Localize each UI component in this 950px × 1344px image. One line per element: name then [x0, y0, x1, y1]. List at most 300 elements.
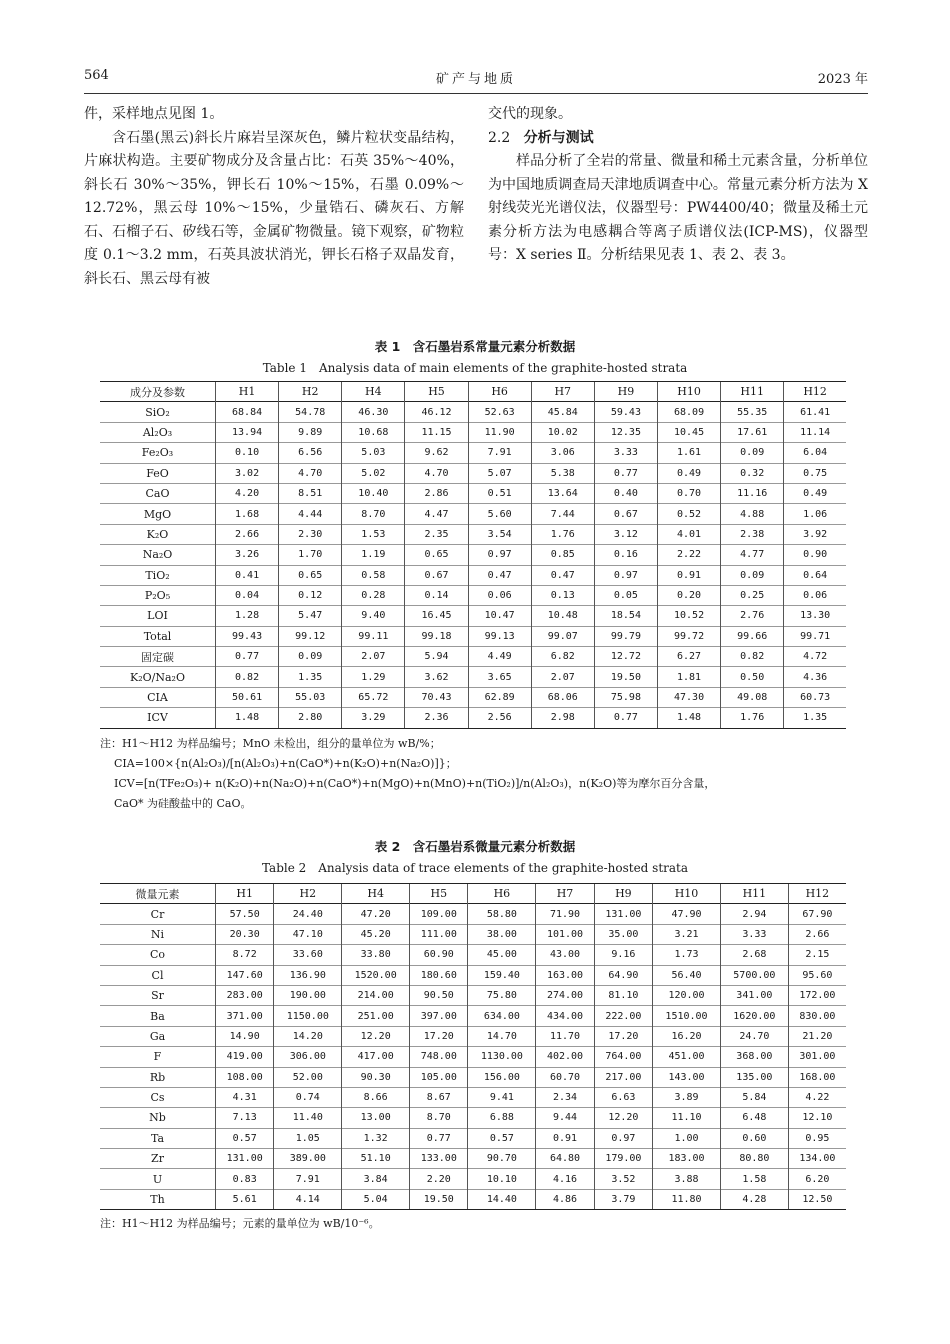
table-cell: 1.06 — [784, 504, 846, 524]
table-row — [100, 626, 846, 646]
table-cell: 131.00 — [594, 904, 652, 924]
table-cell: 1.48 — [657, 708, 720, 728]
table-cell: 2.36 — [405, 708, 468, 728]
table-cell: 4.22 — [788, 1087, 846, 1107]
column-header: 成分及参数 — [100, 382, 216, 402]
table-cell: 1.53 — [342, 524, 405, 544]
row-label: Ba — [100, 1006, 216, 1026]
table-cell: 9.89 — [279, 422, 342, 442]
row-label: U — [100, 1169, 216, 1189]
table-cell: 11.90 — [468, 422, 531, 442]
column-header: H1 — [216, 884, 274, 904]
table-cell: 0.77 — [594, 463, 657, 483]
column-header: H4 — [342, 884, 410, 904]
table-cell: 10.10 — [468, 1169, 536, 1189]
table-cell: 634.00 — [468, 1006, 536, 1026]
table1-caption-cn: 表 1 含石墨岩系常量元素分析数据 — [374, 339, 576, 354]
table-cell: 18.54 — [594, 606, 657, 626]
section-heading — [488, 127, 868, 151]
table2 — [100, 883, 846, 1210]
table-cell: 2.68 — [720, 945, 788, 965]
table-row — [100, 1047, 846, 1067]
table-cell: 60.70 — [536, 1067, 594, 1087]
table-cell: 99.71 — [784, 626, 846, 646]
table-note: CIA=100×{n(Al₂O₃)/[n(Al₂O₃)+n(CaO*)+n(K₂O)+n(Na₂O)]}； — [114, 757, 457, 770]
table-cell: 7.91 — [274, 1169, 342, 1189]
table-cell: 134.00 — [788, 1149, 846, 1169]
table-cell: 0.58 — [342, 565, 405, 585]
table-cell: 68.06 — [531, 687, 594, 707]
table-cell: 0.06 — [468, 585, 531, 605]
row-label: Cr — [100, 904, 216, 924]
table-cell: 43.00 — [536, 945, 594, 965]
table-cell: 49.08 — [721, 687, 784, 707]
table-cell: 52.00 — [274, 1067, 342, 1087]
table-cell: 19.50 — [410, 1189, 468, 1209]
table2-notes — [100, 1214, 860, 1234]
left-column — [84, 103, 464, 291]
row-label: Rb — [100, 1067, 216, 1087]
table-cell: 135.00 — [720, 1067, 788, 1087]
table-cell: 75.98 — [594, 687, 657, 707]
table-cell: 58.80 — [468, 904, 536, 924]
table-cell: 0.14 — [405, 585, 468, 605]
table-cell: 64.90 — [594, 965, 652, 985]
table-row — [100, 965, 846, 985]
table-cell: 0.09 — [279, 647, 342, 667]
column-header: H7 — [531, 382, 594, 402]
table-cell: 46.30 — [342, 402, 405, 422]
table-cell: 3.33 — [720, 924, 788, 944]
table-cell: 9.16 — [594, 945, 652, 965]
table-cell: 183.00 — [653, 1149, 721, 1169]
table-cell: 47.10 — [274, 924, 342, 944]
table-cell: 99.13 — [468, 626, 531, 646]
table-cell: 0.49 — [657, 463, 720, 483]
table-cell: 0.57 — [216, 1128, 274, 1148]
table-note: 注：H1～H12 为样品编号；元素的量单位为 wB/10⁻⁶。 — [100, 1217, 380, 1230]
table-cell: 3.92 — [784, 524, 846, 544]
table-cell: 101.00 — [536, 924, 594, 944]
table-cell: 2.94 — [720, 904, 788, 924]
table-cell: 99.12 — [279, 626, 342, 646]
table-cell: 90.30 — [342, 1067, 410, 1087]
table-cell: 8.70 — [342, 504, 405, 524]
table-cell: 1520.00 — [342, 965, 410, 985]
table-cell: 11.40 — [274, 1108, 342, 1128]
table-cell: 11.10 — [653, 1108, 721, 1128]
table-cell: 11.80 — [653, 1189, 721, 1209]
table-cell: 6.20 — [788, 1169, 846, 1189]
table-cell: 156.00 — [468, 1067, 536, 1087]
table-cell: 16.45 — [405, 606, 468, 626]
table-cell: 9.41 — [468, 1087, 536, 1107]
column-header: H7 — [536, 884, 594, 904]
table-cell: 3.12 — [594, 524, 657, 544]
table-row — [100, 463, 846, 483]
table-cell: 13.64 — [531, 483, 594, 503]
table-cell: 0.50 — [721, 667, 784, 687]
table-cell: 0.67 — [405, 565, 468, 585]
table-cell: 45.84 — [531, 402, 594, 422]
table-cell: 251.00 — [342, 1006, 410, 1026]
table-cell: 17.20 — [410, 1026, 468, 1046]
table-note: ICV=[n(TFe₂O₃)+ n(K₂O)+n(Na₂O)+n(CaO*)+n(MgO)+n(MnO)+n(TiO₂)]/n(Al₂O₃)，n(K₂O)等为摩尔百分含量， — [114, 777, 716, 790]
table-cell: 13.00 — [342, 1108, 410, 1128]
table-cell: 64.80 — [536, 1149, 594, 1169]
table-cell: 371.00 — [216, 1006, 274, 1026]
table-cell: 99.43 — [216, 626, 279, 646]
table-cell: 0.77 — [410, 1128, 468, 1148]
table-cell: 5.07 — [468, 463, 531, 483]
table-cell: 47.30 — [657, 687, 720, 707]
table-cell: 99.11 — [342, 626, 405, 646]
table-cell: 60.73 — [784, 687, 846, 707]
table-row — [100, 687, 846, 707]
table-cell: 0.28 — [342, 585, 405, 605]
table-cell: 2.76 — [721, 606, 784, 626]
table-cell: 4.01 — [657, 524, 720, 544]
table-cell: 3.89 — [653, 1087, 721, 1107]
table-cell: 35.00 — [594, 924, 652, 944]
table-cell: 17.61 — [721, 422, 784, 442]
table-cell: 5700.00 — [720, 965, 788, 985]
table-cell: 4.47 — [405, 504, 468, 524]
table-cell: 3.21 — [653, 924, 721, 944]
table-header-row — [100, 884, 846, 904]
table-cell: 1.73 — [653, 945, 721, 965]
table-cell: 0.25 — [721, 585, 784, 605]
table-cell: 62.89 — [468, 687, 531, 707]
table-cell: 214.00 — [342, 985, 410, 1005]
table-cell: 417.00 — [342, 1047, 410, 1067]
table-row — [100, 402, 846, 422]
table-row — [100, 524, 846, 544]
table-cell: 99.07 — [531, 626, 594, 646]
table-cell: 2.56 — [468, 708, 531, 728]
table-cell: 3.52 — [594, 1169, 652, 1189]
row-label: SiO₂ — [100, 402, 216, 422]
row-label: K₂O/Na₂O — [100, 667, 216, 687]
row-label: Co — [100, 945, 216, 965]
table-cell: 3.65 — [468, 667, 531, 687]
table-cell: 95.60 — [788, 965, 846, 985]
table-row — [100, 443, 846, 463]
table-cell: 5.94 — [405, 647, 468, 667]
column-header: H11 — [721, 382, 784, 402]
table-cell: 1.32 — [342, 1128, 410, 1148]
table-cell: 109.00 — [410, 904, 468, 924]
table-cell: 99.79 — [594, 626, 657, 646]
row-label: Al₂O₃ — [100, 422, 216, 442]
table-cell: 10.68 — [342, 422, 405, 442]
row-label: Total — [100, 626, 216, 646]
paragraph: 含石墨(黑云)斜长片麻岩呈深灰色，鳞片粒状变晶结构，片麻状构造。主要矿物成分及含量占比：石英 35%～40%，斜长石 30%～35%，钾长石 10%～15%，石墨 0.09%～12.72%，黑云母 10%～15%，少量锆石、磷灰石、方解石、石榴子石、矽线石等，金属矿物微量。镜下观察，矿物粒度 0.1～3.2 mm，石英具波状消光，钾长石格子双晶发育，斜长石、黑云母有被 — [84, 129, 464, 287]
table-row — [100, 1149, 846, 1169]
year: 2023 年 — [817, 72, 868, 87]
table-cell: 13.94 — [216, 422, 279, 442]
table-cell: 4.86 — [536, 1189, 594, 1209]
table-cell: 133.00 — [410, 1149, 468, 1169]
row-label: TiO₂ — [100, 565, 216, 585]
table-cell: 0.77 — [216, 647, 279, 667]
table-cell: 179.00 — [594, 1149, 652, 1169]
table-cell: 1.05 — [274, 1128, 342, 1148]
column-header: H9 — [594, 884, 652, 904]
table-cell: 0.52 — [657, 504, 720, 524]
table-cell: 24.70 — [720, 1026, 788, 1046]
table-cell: 136.90 — [274, 965, 342, 985]
row-label: Zr — [100, 1149, 216, 1169]
table-cell: 306.00 — [274, 1047, 342, 1067]
table-row — [100, 483, 846, 503]
paragraph: 件，采样地点见图 1。 — [84, 106, 224, 122]
table-cell: 0.85 — [531, 545, 594, 565]
table-cell: 19.50 — [594, 667, 657, 687]
table-cell: 0.60 — [720, 1128, 788, 1148]
table-cell: 14.90 — [216, 1026, 274, 1046]
table-cell: 4.36 — [784, 667, 846, 687]
table-cell: 2.98 — [531, 708, 594, 728]
table-cell: 3.62 — [405, 667, 468, 687]
table-cell: 11.14 — [784, 422, 846, 442]
table-cell: 4.77 — [721, 545, 784, 565]
table-cell: 2.38 — [721, 524, 784, 544]
column-header: H2 — [274, 884, 342, 904]
table-row — [100, 1108, 846, 1128]
table-cell: 9.40 — [342, 606, 405, 626]
table-cell: 65.72 — [342, 687, 405, 707]
column-header: H4 — [342, 382, 405, 402]
table-cell: 3.79 — [594, 1189, 652, 1209]
table-cell: 4.72 — [784, 647, 846, 667]
table1-caption — [0, 337, 950, 376]
table-cell: 0.91 — [536, 1128, 594, 1148]
table-cell: 5.61 — [216, 1189, 274, 1209]
table-cell: 4.70 — [279, 463, 342, 483]
row-label: Ni — [100, 924, 216, 944]
table-cell: 21.20 — [788, 1026, 846, 1046]
table-cell: 6.04 — [784, 443, 846, 463]
table-cell: 13.30 — [784, 606, 846, 626]
table-cell: 0.51 — [468, 483, 531, 503]
table-cell: 11.70 — [536, 1026, 594, 1046]
table-cell: 434.00 — [536, 1006, 594, 1026]
table-cell: 368.00 — [720, 1047, 788, 1067]
table-cell: 402.00 — [536, 1047, 594, 1067]
row-label: P₂O₅ — [100, 585, 216, 605]
table-cell: 4.20 — [216, 483, 279, 503]
table-cell: 45.00 — [468, 945, 536, 965]
table-cell: 7.91 — [468, 443, 531, 463]
table-cell: 4.44 — [279, 504, 342, 524]
table-cell: 1.48 — [216, 708, 279, 728]
table-cell: 10.47 — [468, 606, 531, 626]
table-row — [100, 1006, 846, 1026]
table-cell: 283.00 — [216, 985, 274, 1005]
table-note: CaO* 为硅酸盐中的 CaO。 — [114, 797, 252, 810]
table-cell: 0.16 — [594, 545, 657, 565]
table-cell: 4.88 — [721, 504, 784, 524]
journal-title: 矿产与地质 — [435, 72, 516, 87]
table-cell: 0.77 — [594, 708, 657, 728]
row-label: LOI — [100, 606, 216, 626]
table-cell: 748.00 — [410, 1047, 468, 1067]
table-cell: 99.72 — [657, 626, 720, 646]
table-cell: 47.20 — [342, 904, 410, 924]
table-cell: 3.06 — [531, 443, 594, 463]
table-cell: 0.40 — [594, 483, 657, 503]
table-cell: 764.00 — [594, 1047, 652, 1067]
table-cell: 0.09 — [721, 443, 784, 463]
table-cell: 1.00 — [653, 1128, 721, 1148]
table-row — [100, 667, 846, 687]
table-cell: 14.20 — [274, 1026, 342, 1046]
table-cell: 2.20 — [410, 1169, 468, 1189]
row-label: Cs — [100, 1087, 216, 1107]
row-label: Fe₂O₃ — [100, 443, 216, 463]
table-cell: 0.95 — [788, 1128, 846, 1148]
table-cell: 301.00 — [788, 1047, 846, 1067]
table-cell: 0.47 — [468, 565, 531, 585]
table-cell: 0.12 — [279, 585, 342, 605]
column-header: H5 — [405, 382, 468, 402]
table-row — [100, 422, 846, 442]
table-cell: 2.07 — [342, 647, 405, 667]
right-column — [488, 103, 868, 268]
table-cell: 0.90 — [784, 545, 846, 565]
table-cell: 131.00 — [216, 1149, 274, 1169]
row-label: Th — [100, 1189, 216, 1209]
table-cell: 1.28 — [216, 606, 279, 626]
column-header: H10 — [653, 884, 721, 904]
page-number: 564 — [84, 68, 109, 83]
table-cell: 14.40 — [468, 1189, 536, 1209]
table-cell: 0.47 — [531, 565, 594, 585]
table-cell: 1.70 — [279, 545, 342, 565]
table-cell: 56.40 — [653, 965, 721, 985]
column-header: H12 — [788, 884, 846, 904]
table-cell: 0.10 — [216, 443, 279, 463]
column-header: H12 — [784, 382, 846, 402]
table-row — [100, 565, 846, 585]
table-cell: 4.14 — [274, 1189, 342, 1209]
table-cell: 5.03 — [342, 443, 405, 463]
table-cell: 0.13 — [531, 585, 594, 605]
table-cell: 8.66 — [342, 1087, 410, 1107]
table-cell: 12.50 — [788, 1189, 846, 1209]
table-row — [100, 1169, 846, 1189]
table-cell: 120.00 — [653, 985, 721, 1005]
table-cell: 1.61 — [657, 443, 720, 463]
table-cell: 12.10 — [788, 1108, 846, 1128]
row-label: CaO — [100, 483, 216, 503]
table-cell: 10.48 — [531, 606, 594, 626]
table-cell: 1620.00 — [720, 1006, 788, 1026]
table-cell: 75.80 — [468, 985, 536, 1005]
table-cell: 1150.00 — [274, 1006, 342, 1026]
table-cell: 5.60 — [468, 504, 531, 524]
row-label: Ta — [100, 1128, 216, 1148]
table-cell: 1.35 — [784, 708, 846, 728]
table-cell: 8.51 — [279, 483, 342, 503]
table-cell: 81.10 — [594, 985, 652, 1005]
table-cell: 0.97 — [468, 545, 531, 565]
table-cell: 17.20 — [594, 1026, 652, 1046]
table-note: 注：H1～H12 为样品编号；MnO 未检出，组分的量单位为 wB/%； — [100, 737, 441, 750]
table2-caption-cn: 表 2 含石墨岩系微量元素分析数据 — [374, 839, 576, 854]
table-cell: 12.20 — [342, 1026, 410, 1046]
table-cell: 7.13 — [216, 1108, 274, 1128]
table-cell: 3.88 — [653, 1169, 721, 1189]
table-cell: 3.02 — [216, 463, 279, 483]
table-header-row — [100, 382, 846, 402]
table-cell: 0.82 — [721, 647, 784, 667]
table-cell: 7.44 — [531, 504, 594, 524]
table-cell: 20.30 — [216, 924, 274, 944]
table-row — [100, 1067, 846, 1087]
table-cell: 143.00 — [653, 1067, 721, 1087]
table-row — [100, 945, 846, 965]
table-cell: 4.16 — [536, 1169, 594, 1189]
column-header: H9 — [594, 382, 657, 402]
table-cell: 14.70 — [468, 1026, 536, 1046]
table-cell: 0.09 — [721, 565, 784, 585]
table-cell: 451.00 — [653, 1047, 721, 1067]
table-cell: 389.00 — [274, 1149, 342, 1169]
row-label: MgO — [100, 504, 216, 524]
table-cell: 2.07 — [531, 667, 594, 687]
table-cell: 51.10 — [342, 1149, 410, 1169]
table1 — [100, 381, 846, 729]
row-label: Nb — [100, 1108, 216, 1128]
table-cell: 90.70 — [468, 1149, 536, 1169]
table-cell: 0.97 — [594, 1128, 652, 1148]
table-row — [100, 647, 846, 667]
table-cell: 67.90 — [788, 904, 846, 924]
table-cell: 8.70 — [410, 1108, 468, 1128]
table-cell: 24.40 — [274, 904, 342, 924]
table-cell: 54.78 — [279, 402, 342, 422]
table-cell: 0.64 — [784, 565, 846, 585]
table-cell: 4.49 — [468, 647, 531, 667]
table-cell: 12.35 — [594, 422, 657, 442]
column-header: H1 — [216, 382, 279, 402]
table-cell: 147.60 — [216, 965, 274, 985]
column-header: H5 — [410, 884, 468, 904]
table-cell: 2.66 — [216, 524, 279, 544]
table-cell: 1.76 — [531, 524, 594, 544]
paragraph: 交代的现象。 — [488, 106, 572, 122]
table-row — [100, 504, 846, 524]
table-row — [100, 1128, 846, 1148]
table-row — [100, 708, 846, 728]
table-cell: 50.61 — [216, 687, 279, 707]
row-label: F — [100, 1047, 216, 1067]
row-label: Cl — [100, 965, 216, 985]
table-cell: 5.02 — [342, 463, 405, 483]
table-cell: 33.60 — [274, 945, 342, 965]
table-row — [100, 1087, 846, 1107]
table-cell: 0.75 — [784, 463, 846, 483]
table-cell: 0.82 — [216, 667, 279, 687]
table-cell: 0.91 — [657, 565, 720, 585]
table-cell: 11.15 — [405, 422, 468, 442]
table-cell: 5.47 — [279, 606, 342, 626]
table-cell: 111.00 — [410, 924, 468, 944]
table-cell: 4.70 — [405, 463, 468, 483]
table-cell: 57.50 — [216, 904, 274, 924]
